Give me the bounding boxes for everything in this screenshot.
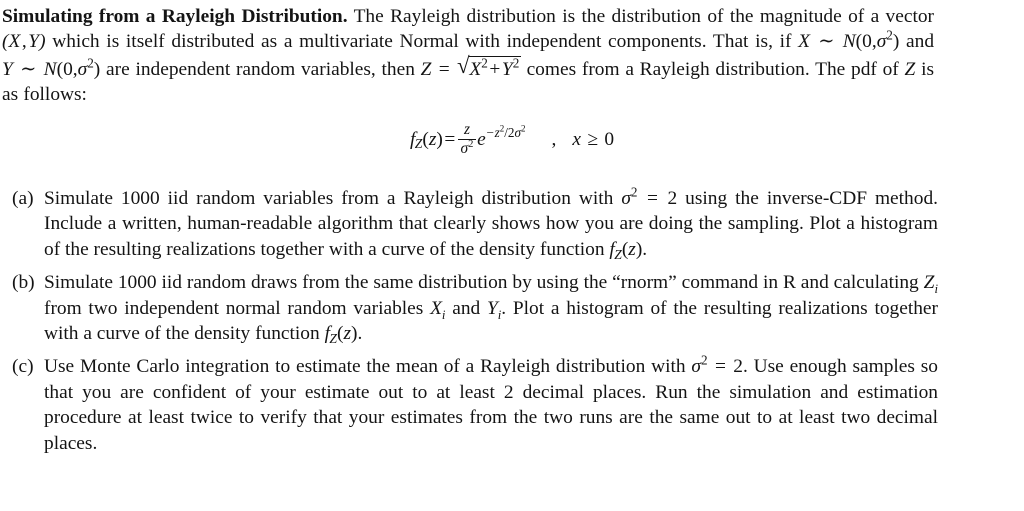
list-item-b [2, 270, 938, 346]
item-c-text-2: . Use enough samples so that you are confident of your estimate out to at least 2 decimal places. Run the simulation and estimation procedure at least twice to verify that your estimates from the two runs are the same out to at least two decimal places. [44, 356, 938, 454]
list-item-b-body [44, 270, 938, 346]
list-item-a [2, 186, 938, 262]
list-item-a-label: (a) [12, 188, 34, 209]
equation-fraction [458, 122, 476, 157]
item-c-sigma-sq: $\sigma^2 = 2$ [691, 352, 743, 378]
list-item-b-label: (b) [12, 272, 35, 294]
intro-text-2: which is itself distributed as a multivariate Normal with independent components. That is, if [45, 31, 799, 53]
fraction-numerator: z [463, 120, 470, 138]
intro-text-and: and [899, 31, 935, 53]
fraction-denominator: $\sigma^2$ [458, 139, 476, 157]
equation-condition: x ≥ 0 [572, 128, 615, 150]
item-b-text-5: . [357, 323, 363, 345]
list-item-c-label: (c) [12, 356, 34, 378]
item-a-fz: $f_Z(z)$ [609, 238, 643, 262]
intro-text-1: The Rayleigh distribution is the distribution of the magnitude of a vector [347, 6, 934, 27]
item-b-yi: $Y_i$ [486, 297, 502, 322]
problem-title: Simulating from a Rayleigh Distribution. [2, 6, 348, 27]
item-b-zi: $Z_i$ [923, 272, 938, 297]
item-c-text-1: Use Monte Carlo integration to estimate the mean of a Rayleigh distribution with [44, 356, 692, 378]
intro-text-3: are independent random variables, then [100, 58, 421, 80]
vector-notation: (X,Y) [2, 31, 46, 53]
item-a-text-3: . [642, 238, 648, 260]
pdf-display-equation [0, 122, 1024, 157]
equation-row [410, 122, 614, 157]
list-item-c [2, 354, 938, 456]
z-definition: Z = √ $X^2+Y^2$ [421, 59, 521, 80]
item-b-text-4: . Plot a histogram of the resulting realizations together with a curve of the density function [44, 297, 938, 345]
x-distribution: X ∼ $N(0,\sigma^2)$ [798, 27, 900, 53]
list-item-c-body [44, 354, 938, 456]
problem-parts-list [2, 186, 938, 456]
intro-text-5: is as follows: [2, 58, 934, 106]
item-b-xi: $X_i$ [430, 297, 446, 322]
item-a-sigma-sq: $\sigma^2 = 2$ [621, 184, 678, 209]
intro-paragraph [2, 4, 934, 108]
z-symbol: Z [904, 58, 916, 80]
item-b-text-3: and [445, 297, 487, 319]
y-distribution: Y ∼ $N(0,\sigma^2)$ [2, 55, 101, 80]
intro-text-4: comes from a Rayleigh distribution. The pdf of [520, 58, 905, 80]
list-item-a-body [44, 186, 938, 262]
item-b-text-1: Simulate 1000 iid random draws from the same distribution by using the “rnorm” command in R and calculating [44, 272, 924, 294]
item-a-text-2: using the inverse-CDF method. Include a written, human-readable algorithm that clearly shows how you are doing the sampling. Plot a histogram of the resulting realizations together with a curve of the density function [44, 188, 938, 260]
equation-comma: , [551, 128, 557, 150]
item-b-fz: $f_Z(z)$ [324, 323, 358, 346]
equation-exponential: $e^{-z^2/2\sigma^2}$ [477, 123, 526, 150]
item-b-text-2: from two independent normal random variables [44, 297, 431, 319]
item-a-text-1: Simulate 1000 iid random variables from a Rayleigh distribution with [44, 188, 622, 209]
equation-lhs: $f_Z(z)$ [409, 128, 443, 152]
equation-equals: = [444, 128, 456, 150]
